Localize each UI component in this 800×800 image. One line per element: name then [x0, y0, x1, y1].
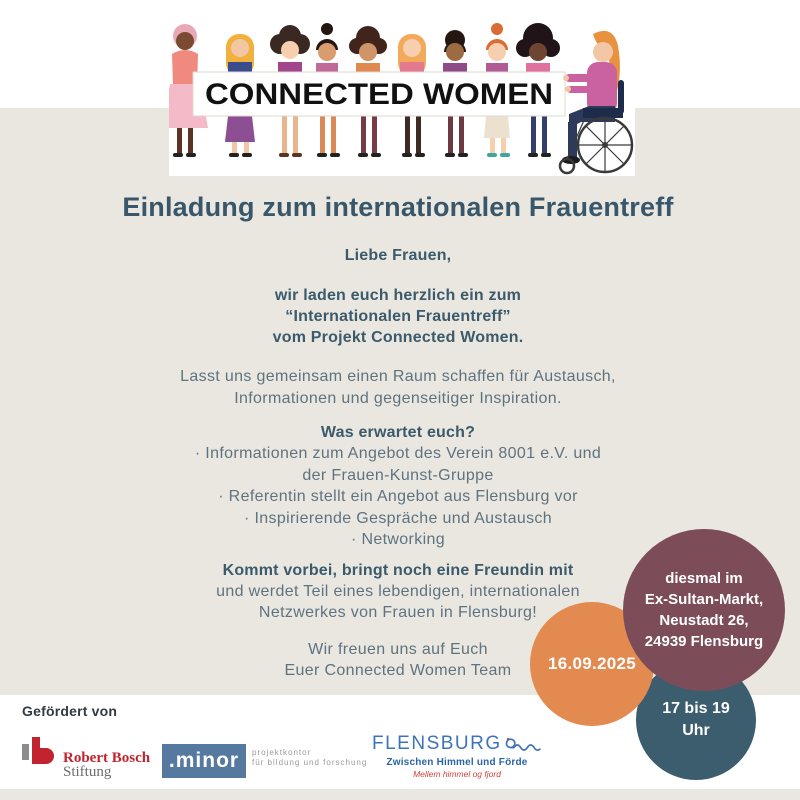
wheelchair-woman-figure	[560, 31, 632, 173]
minor-tagline: projektkontor	[252, 748, 312, 757]
minor-wordmark: .minor	[162, 744, 246, 778]
intro-line: wir laden euch herzlich ein zum	[274, 287, 522, 304]
expect-item: · Inspirierende Gespräche und Austausch	[243, 509, 553, 527]
paragraph-line: Lasst uns gemeinsam einen Raum schaffen für Austausch,	[180, 368, 616, 385]
time-line: Uhr	[682, 722, 710, 739]
intro-line: vom Projekt Connected Women.	[272, 329, 524, 346]
expect-item: · Informationen zum Angebot des Verein 8001 e.V. und	[194, 445, 602, 462]
women-illustration	[169, 0, 635, 176]
expect-item: · Referentin stellt ein Angebot aus Flensburg vor	[218, 488, 578, 505]
time-line: 17 bis 19	[662, 700, 730, 717]
cta-line: und werdet Teil eines lebendigen, internationalen	[216, 582, 580, 600]
bottom-strip	[0, 789, 800, 800]
location-line: 24939 Flensburg	[644, 633, 764, 650]
bosch-name: Robert Bosch	[63, 750, 151, 766]
paragraph-line: Informationen und gegenseitiger Inspiration.	[234, 389, 562, 407]
bosch-stiftung: Stiftung	[63, 764, 112, 780]
banner	[169, 0, 635, 176]
closing-line: Wir freuen uns auf Euch	[308, 640, 488, 658]
location-line: Neustadt 26,	[659, 612, 749, 629]
expect-heading: Was erwartet euch?	[320, 424, 476, 441]
flensburg-subtitle-de: Zwischen Himmel und Förde	[386, 757, 528, 768]
banner-sign-text: CONNECTED WOMEN	[205, 78, 553, 111]
salutation: Liebe Frauen,	[344, 247, 452, 264]
expect-item: · Networking	[350, 531, 445, 548]
cta-heading: Kommt vorbei, bringt noch eine Freundin mit	[222, 561, 574, 579]
expect-item: der Frauen-Kunst-Gruppe	[302, 466, 494, 484]
minor-tagline: für bildung und forschung	[252, 758, 368, 767]
closing-line: Euer Connected Women Team	[284, 662, 512, 679]
flensburg-logo	[372, 733, 542, 779]
page-title: Einladung zum internationalen Frauentreff	[122, 192, 674, 222]
wave-icon	[504, 735, 542, 755]
minor-logo	[162, 744, 367, 778]
location-line: diesmal im	[665, 570, 743, 587]
date-text: 16.09.2025	[547, 654, 637, 673]
cta-line: Netzwerkes von Frauen in Flensburg!	[258, 604, 538, 621]
flensburg-subtitle-dk: Mellem himmel og fjord	[413, 769, 501, 779]
location-badge	[623, 529, 785, 691]
funded-by-label: Gefördert von	[22, 703, 118, 719]
flensburg-wordmark: FLENSBURG	[372, 733, 502, 754]
location-line: Ex-Sultan-Markt,	[644, 591, 764, 608]
rb-monogram-icon	[22, 737, 56, 767]
intro-line: “Internationalen Frauentreff”	[285, 308, 511, 325]
robert-bosch-stiftung-logo	[22, 735, 150, 779]
